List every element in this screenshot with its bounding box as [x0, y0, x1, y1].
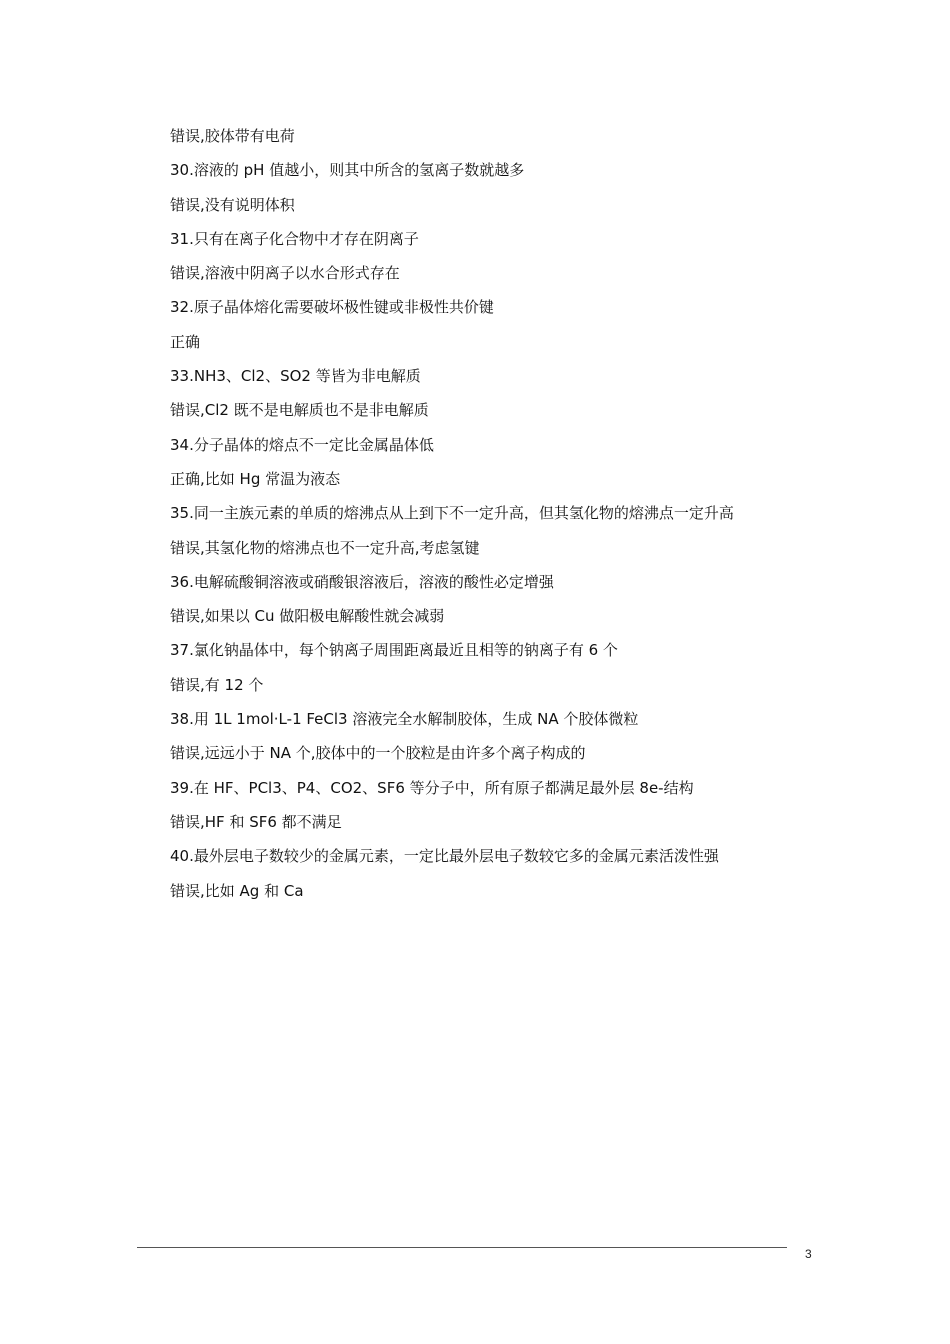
answer-line: 正确,比如 Hg 常温为液态 — [170, 469, 341, 488]
answer-line: 错误,如果以 Cu 做阳极电解酸性就会减弱 — [170, 607, 445, 626]
question-line: 40.最外层电子数较少的金属元素，一定比最外层电子数较它多的金属元素活泼性强 — [170, 847, 719, 866]
question-line: 32.原子晶体熔化需要破坏极性键或非极性共价键 — [170, 298, 494, 317]
question-line: 37.氯化钠晶体中，每个钠离子周围距离最近且相等的钠离子有 6 个 — [170, 641, 618, 660]
footer-divider — [137, 1247, 787, 1248]
answer-line: 错误,Cl2 既不是电解质也不是非电解质 — [170, 401, 429, 420]
question-line: 39.在 HF、PCl3、P4、CO2、SF6 等分子中，所有原子都满足最外层 8e-结构 — [170, 778, 694, 797]
question-line: 38.用 1L 1mol·L-1 FeCl3 溶液完全水解制胶体，生成 NA 个胶体微粒 — [170, 710, 639, 729]
document-body — [170, 124, 820, 913]
question-line: 33.NH3、Cl2、SO2 等皆为非电解质 — [170, 367, 421, 386]
question-line: 36.电解硫酸铜溶液或硝酸银溶液后，溶液的酸性必定增强 — [170, 572, 554, 591]
question-line: 35.同一主族元素的单质的熔沸点从上到下不一定升高，但其氢化物的熔沸点一定升高 — [170, 504, 734, 523]
answer-line: 错误,远远小于 NA 个,胶体中的一个胶粒是由许多个离子构成的 — [170, 744, 586, 763]
answer-line: 错误,没有说明体积 — [170, 195, 295, 214]
question-line: 31.只有在离子化合物中才存在阴离子 — [170, 229, 419, 248]
page-number: 3 — [805, 1247, 812, 1261]
answer-line: 错误,HF 和 SF6 都不满足 — [170, 812, 342, 831]
question-line: 34.分子晶体的熔点不一定比金属晶体低 — [170, 435, 434, 454]
answer-line: 错误,其氢化物的熔沸点也不一定升高,考虑氢键 — [170, 538, 480, 557]
question-line: 30.溶液的 pH 值越小，则其中所含的氢离子数就越多 — [170, 161, 525, 180]
answer-line: 错误,溶液中阴离子以水合形式存在 — [170, 264, 400, 283]
answer-line: 正确 — [170, 332, 201, 351]
answer-line: 错误,比如 Ag 和 Ca — [170, 881, 304, 900]
answer-line: 错误,有 12 个 — [170, 675, 264, 694]
answer-line: 错误,胶体带有电荷 — [170, 127, 295, 145]
